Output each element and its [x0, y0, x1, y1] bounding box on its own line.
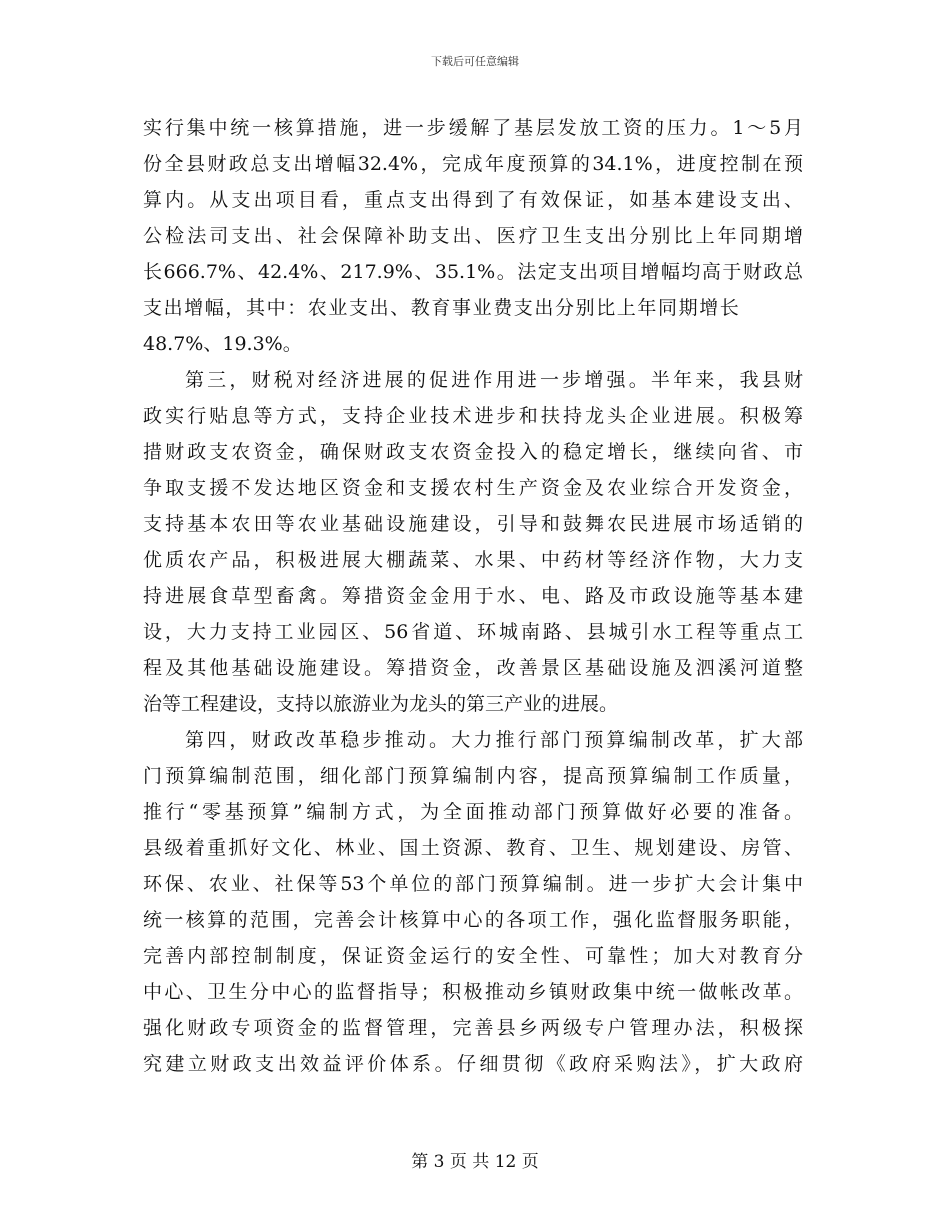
body-text-line: 治等工程建设，支持以旅游业为龙头的第三产业的进展。 — [143, 693, 619, 715]
body-text-line: 实行集中统一核算措施，进一步缓解了基层发放工资的压力。1～5月 — [143, 117, 803, 139]
body-text-line: 强化财政专项资金的监督管理，完善县乡两级专户管理办法，积极探 — [143, 1017, 803, 1039]
body-text-line: 政实行贴息等方式，支持企业技术进步和扶持龙头企业进展。积极筹 — [143, 405, 803, 427]
body-text-line: 措财政支农资金，确保财政支农资金投入的稳定增长，继续向省、市 — [143, 441, 803, 463]
body-text-line: 设，大力支持工业园区、56省道、环城南路、县城引水工程等重点工 — [143, 621, 803, 643]
body-text-line: 48.7%、19.3%。 — [143, 333, 302, 355]
body-text-line: 环保、农业、社保等53个单位的部门预算编制。进一步扩大会计集中 — [143, 873, 803, 895]
body-text-line: 门预算编制范围，细化部门预算编制内容，提高预算编制工作质量， — [143, 765, 803, 787]
paragraph — [143, 722, 803, 1082]
body-text-line: 长666.7%、42.4%、217.9%、35.1%。法定支出项目增幅均高于财政总 — [143, 261, 803, 283]
body-text-line: 支持基本农田等农业基础设施建设，引导和鼓舞农民进展市场适销的 — [143, 513, 803, 535]
page-number-footer: 第 3 页 共 12 页 — [411, 1152, 539, 1172]
body-text-line: 优质农产品，积极进展大棚蔬菜、水果、中药材等经济作物，大力支 — [143, 549, 803, 571]
body-text-line: 县级着重抓好文化、林业、国土资源、教育、卫生、规划建设、房管、 — [143, 837, 803, 859]
body-text-line: 争取支援不发达地区资金和支援农村生产资金及农业综合开发资金， — [143, 477, 803, 499]
body-text — [143, 110, 803, 1082]
body-text-line: 份全县财政总支出增幅32.4%，完成年度预算的34.1%，进度控制在预 — [143, 153, 803, 175]
body-text-line: 推行“零基预算”编制方式，为全面推动部门预算做好必要的准备。 — [143, 801, 803, 823]
body-text-line: 程及其他基础设施建设。筹措资金，改善景区基础设施及泗溪河道整 — [143, 657, 803, 679]
body-text-line: 第四，财政改革稳步推动。大力推行部门预算编制改革，扩大部 — [185, 729, 803, 751]
body-text-line: 统一核算的范围，完善会计核算中心的各项工作，强化监督服务职能， — [143, 909, 803, 931]
body-text-line: 完善内部控制制度，保证资金运行的安全性、可靠性；加大对教育分 — [143, 945, 803, 967]
body-text-line: 持进展食草型畜禽。筹措资金金用于水、电、路及市政设施等基本建 — [143, 585, 803, 607]
body-text-line: 究建立财政支出效益评价体系。仔细贯彻《政府采购法》，扩大政府 — [143, 1053, 803, 1075]
header-note: 下载后可任意编辑 — [431, 55, 519, 68]
body-text-line: 公检法司支出、社会保障补助支出、医疗卫生支出分别比上年同期增 — [143, 225, 803, 247]
paragraph — [143, 362, 803, 722]
body-text-line: 支出增幅，其中：农业支出、教育事业费支出分别比上年同期增长 — [143, 297, 741, 319]
body-text-line: 第三，财税对经济进展的促进作用进一步增强。半年来，我县财 — [185, 369, 803, 391]
body-text-line: 中心、卫生分中心的监督指导；积极推动乡镇财政集中统一做帐改革。 — [143, 981, 803, 1003]
body-text-line: 算内。从支出项目看，重点支出得到了有效保证，如基本建设支出、 — [143, 189, 803, 211]
paragraph — [143, 110, 803, 362]
